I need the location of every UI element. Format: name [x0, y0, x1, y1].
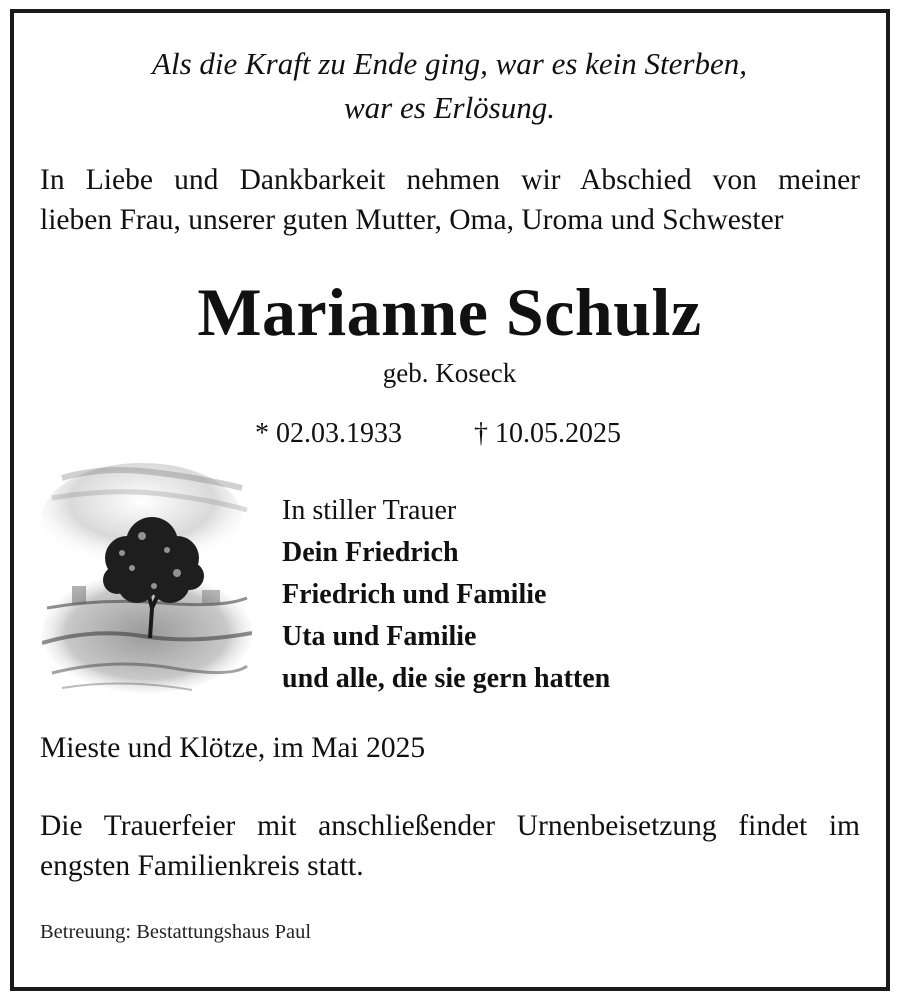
intro-line-2: lieben Frau, unserer guten Mutter, Oma, Uroma und Schwester — [40, 204, 784, 236]
motto-quote — [0, 42, 899, 130]
mourner-name: Dein Friedrich — [282, 537, 459, 568]
place-and-date: Mieste und Klötze, im Mai 2025 — [40, 732, 426, 764]
tree-landscape-icon — [42, 458, 252, 698]
intro-line-1: In Liebe und Dankbarkeit nehmen wir Abschied von meiner — [40, 164, 860, 196]
deceased-name: Marianne Schulz — [197, 274, 702, 350]
mourner-name: Friedrich und Familie — [282, 579, 547, 610]
motto-line-2: war es Erlösung. — [344, 90, 555, 125]
intro-text — [40, 160, 860, 240]
death-date: † 10.05.2025 — [474, 418, 621, 449]
birth-date: * 02.03.1933 — [255, 418, 402, 449]
mourner-name: und alle, die sie gern hatten — [282, 663, 611, 694]
birth-name: geb. Koseck — [382, 358, 517, 388]
mourners-heading: In stiller Trauer — [282, 495, 457, 526]
mourners-list — [282, 490, 610, 700]
ceremony-line-2: engsten Familienkreis statt. — [40, 850, 364, 882]
motto-line-1: Als die Kraft zu Ende ging, war es kein Sterben, — [152, 46, 747, 81]
ceremony-line-1: Die Trauerfeier mit anschließender Urnenbeisetzung findet im — [40, 810, 860, 842]
mourner-name: Uta und Familie — [282, 621, 477, 652]
funeral-home: Betreuung: Bestattungshaus Paul — [40, 921, 312, 943]
ceremony-info — [40, 806, 860, 886]
